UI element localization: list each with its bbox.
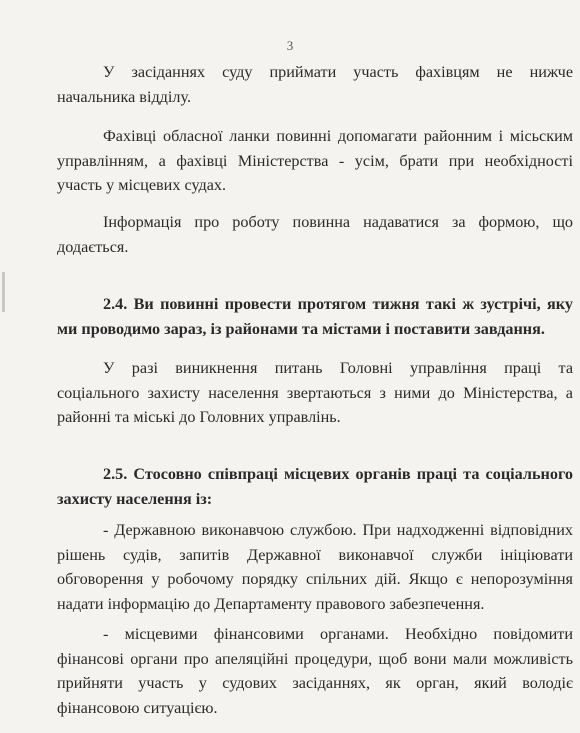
text-line: районні та міські до Головних управлінь.: [57, 408, 341, 426]
text-line: прийняти участь у судових засіданнях, як орган, який володіє: [57, 674, 573, 692]
page-number: 3: [286, 38, 294, 53]
text-line: фінансовою ситуацією.: [57, 698, 218, 717]
text-line: - Державною виконавчою службою. При надходженні відповідних: [103, 521, 573, 539]
text-line: начальника відділу.: [57, 87, 192, 106]
paragraph-information-form: [57, 210, 573, 259]
text-line: соціального захисту населення звертаються з ними до Міністерства, а: [57, 383, 573, 402]
text-line: Фахівці обласної ланки повинні допомагати районним і місьским: [103, 127, 573, 145]
section-2-5-heading: [57, 462, 573, 511]
section-2-4-heading: [57, 292, 573, 341]
scan-artifact: [2, 272, 5, 312]
text-line: фінансові органи про апеляційні процедури, щоб вони мали можливість: [57, 649, 573, 668]
paragraph-questions-procedure: [57, 356, 573, 430]
text-line: додається.: [57, 237, 129, 256]
paragraph-regional-specialists: [57, 124, 573, 198]
text-line: участь у місцевих судах.: [57, 176, 227, 194]
text-line: 2.4. Ви повинні провести протягом тижня такі ж зустрічі, яку: [103, 295, 573, 313]
text-line: - місцевими фінансовими органами. Необхідно повідомити: [103, 625, 573, 643]
text-line: У разі виникнення питань Головні управління праці та: [103, 359, 573, 377]
text-line: Інформація про роботу повинна надаватися за формою, що: [103, 213, 573, 231]
text-line: ми проводимо зараз, із районами та містами і поставити завдання.: [57, 319, 545, 338]
text-line: обговорення у робочому порядку спільних дій. Якщо є непорозуміння: [57, 570, 573, 588]
text-line: 2.5. Стосовно співпраці місцевих органів праці та соціального: [103, 465, 573, 483]
paragraph-executive-service: [57, 518, 573, 616]
text-line: надати інформацію до Департаменту правового забезпечення.: [57, 594, 485, 613]
text-line: рішень судів, запитів Державної виконавчої служби ініціювати: [57, 545, 573, 564]
text-line: У засіданнях суду приймати участь фахівцям не нижче: [103, 63, 573, 81]
paragraph-court-participation: [57, 60, 573, 109]
text-line: управлінням, а фахівці Міністерства - усім, брати при необхідності: [57, 151, 573, 170]
paragraph-financial-bodies: [57, 622, 573, 720]
text-line: захисту населення із:: [57, 489, 213, 508]
